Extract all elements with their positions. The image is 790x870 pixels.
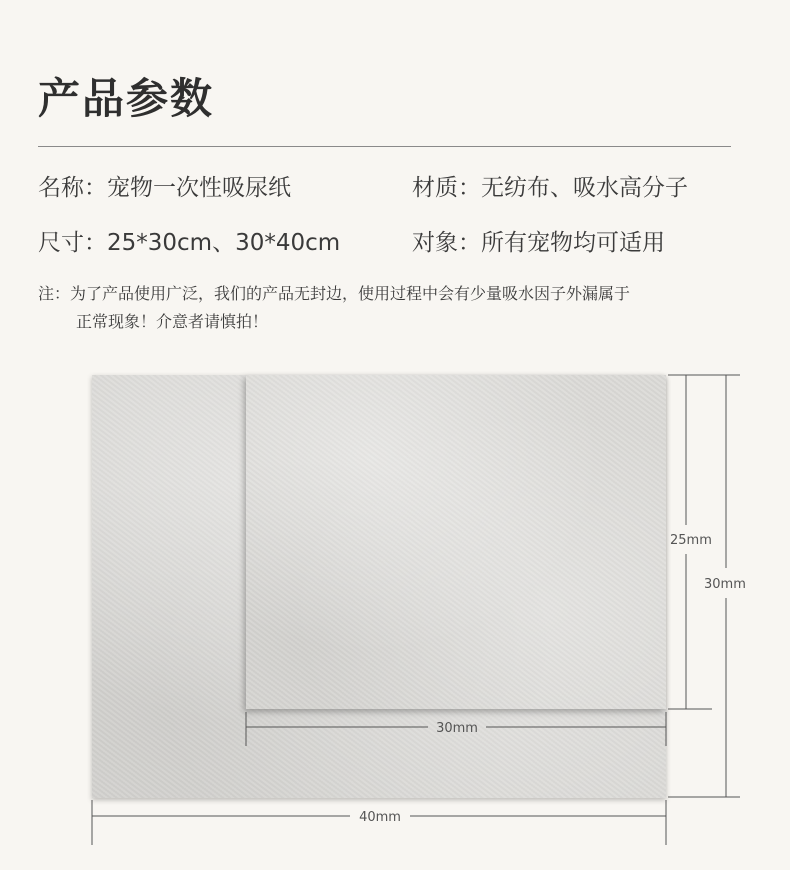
spec-value: 所有宠物均可适用 [481,230,665,256]
dim-label-large-width: 40mm [359,810,401,825]
note-line-2: 正常现象！介意者请慎拍！ [76,312,269,331]
spec-label: 材质： [412,175,481,201]
spec-value: 25*30cm、30*40cm [107,230,341,256]
dim-label-small-height: 25mm [670,533,712,548]
spec-label: 尺寸： [38,230,107,256]
page-title: 产品参数 [38,74,215,123]
dim-label-large-height: 30mm [704,577,746,592]
note-line-1: 为了产品使用广泛，我们的产品无封边，使用过程中会有少量吸水因子外漏属于 [70,284,631,303]
spec-label: 名称： [38,175,107,201]
spec-value: 无纺布、吸水高分子 [481,175,688,201]
spec-value: 宠物一次性吸尿纸 [107,175,291,201]
dim-label-small-width: 30mm [436,721,478,736]
note-prefix: 注： [38,284,71,303]
spec-label: 对象： [412,230,481,256]
